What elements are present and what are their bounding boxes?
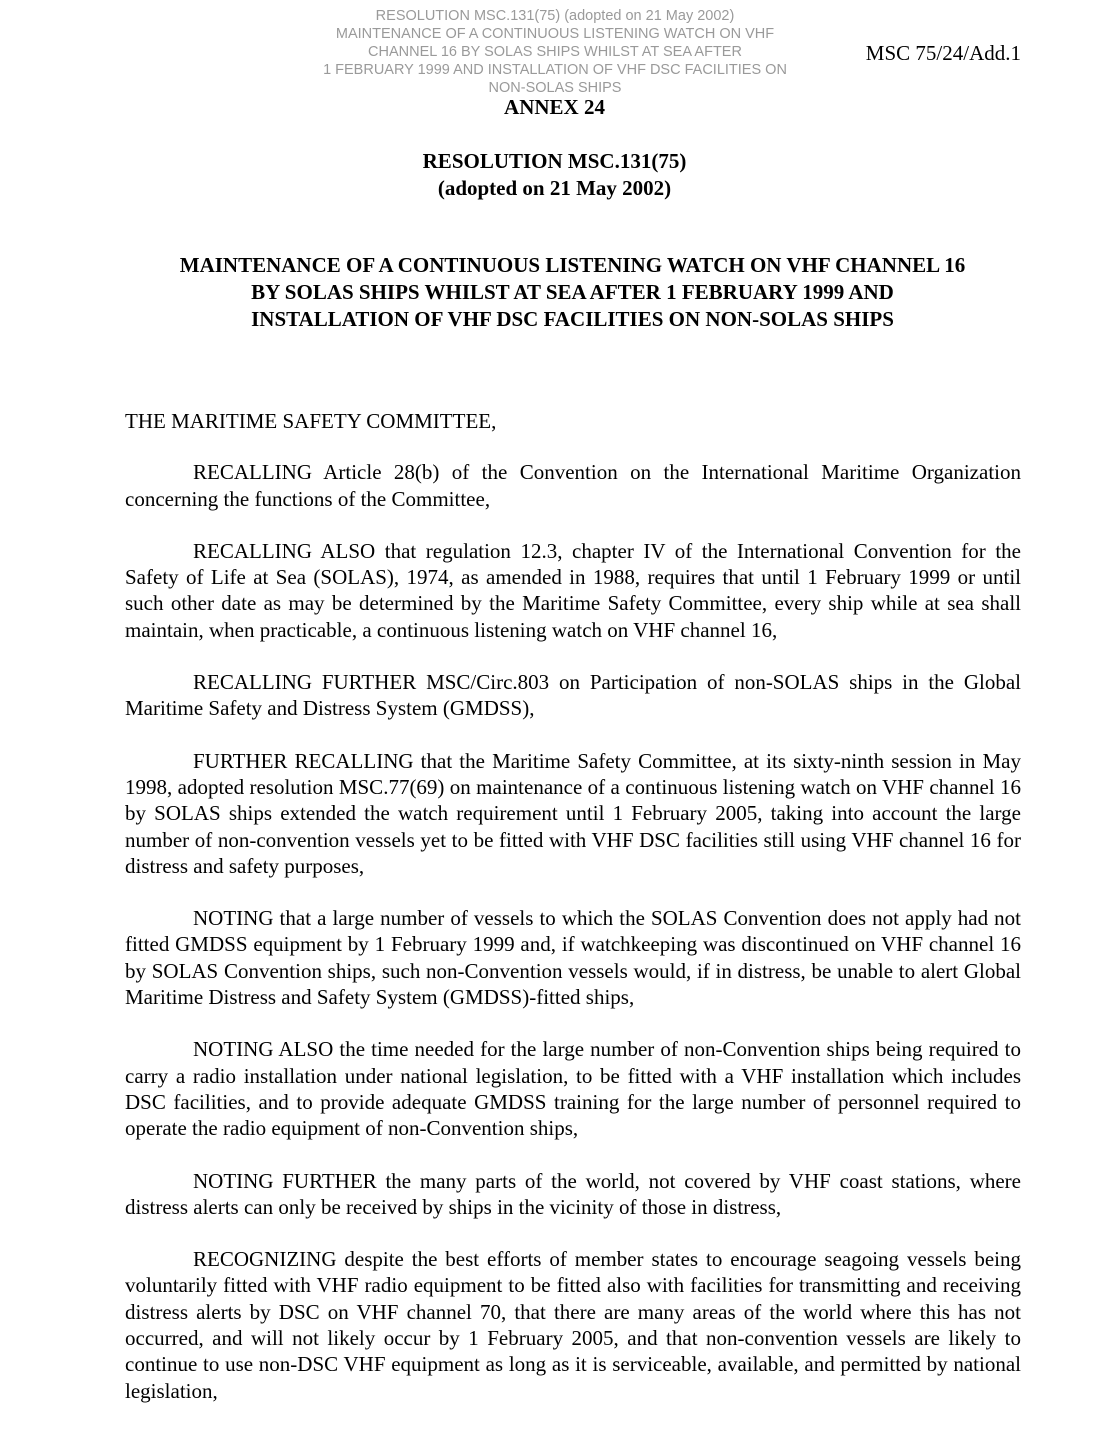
committee-line: THE MARITIME SAFETY COMMITTEE, [125,409,497,433]
running-header-line: RESOLUTION MSC.131(75) (adopted on 21 May 2002) [375,8,735,24]
running-header-line: MAINTENANCE OF A CONTINUOUS LISTENING WATCH ON VHF [335,26,775,42]
resolution-heading [0,148,1109,202]
title-line: INSTALLATION OF VHF DSC FACILITIES ON NON-SOLAS SHIPS [251,307,894,331]
document-body [125,408,1021,1430]
preamble-paragraph: RECALLING ALSO that regulation 12.3, chapter IV of the International Convention for the Safety of Life at Sea (SOLAS), 1974, as amended in 1988, requires that until 1 February 1999 or until such other date as may be determined by the Maritime Safety Committee, every ship while at sea shall maintain, when practicable, a continuous listening watch on VHF channel 16, [125,538,1021,642]
resolution-adopted-date: (adopted on 21 May 2002) [437,176,672,200]
preamble-paragraph: RECALLING FURTHER MSC/Circ.803 on Participation of non-SOLAS ships in the Global Maritime Safety and Distress System (GMDSS), [125,670,1021,721]
resolution-number: RESOLUTION MSC.131(75) [422,149,687,173]
preamble-paragraph: NOTING ALSO the time needed for the large number of non-Convention ships being required to carry a radio installation under national legislation, to be fitted with a VHF installation which includes DSC facilities, and to provide adequate GMDSS training for the large number of personnel required to operate the radio equipment of non-Convention ships, [125,1037,1021,1141]
title-line: BY SOLAS SHIPS WHILST AT SEA AFTER 1 FEBRUARY 1999 AND [251,280,894,304]
document-reference: MSC 75/24/Add.1 [865,41,1021,65]
running-header-line: CHANNEL 16 BY SOLAS SHIPS WHILST AT SEA AFTER [368,44,742,60]
preamble-paragraph: FURTHER RECALLING that the Maritime Safety Committee, at its sixty-ninth session in May 1998, adopted resolution MSC.77(69) on maintenance of a continuous listening watch on VHF channel 16 by SOLAS ships extended the watch requirement until 1 February 2005, taking into account the large number of non-convention vessels yet to be fitted with VHF DSC facilities still using VHF channel 16 for distress and safety purposes, [125,748,1021,878]
preamble-paragraph: NOTING that a large number of vessels to which the SOLAS Convention does not apply had not fitted GMDSS equipment by 1 February 1999 and, if watchkeeping was discontinued on VHF channel 16 by SOLAS Convention ships, such non-Convention vessels would, if in distress, be unable to alert Global Maritime Distress and Safety System (GMDSS)-fitted ships, [125,906,1021,1010]
preamble-paragraph: NOTING FURTHER the many parts of the world, not covered by VHF coast stations, where distress alerts can only be received by ships in the vicinity of those in distress, [125,1168,1021,1219]
preamble-paragraph: RECALLING Article 28(b) of the Convention on the International Maritime Organization concerning the functions of the Committee, [125,460,1021,511]
resolution-title [100,252,1045,333]
running-header-line: NON-SOLAS SHIPS [488,80,622,96]
annex-heading: ANNEX 24 [504,95,605,119]
running-header-line: 1 FEBRUARY 1999 AND INSTALLATION OF VHF DSC FACILITIES ON [323,62,787,78]
title-line: MAINTENANCE OF A CONTINUOUS LISTENING WATCH ON VHF CHANNEL 16 [179,253,966,277]
preamble-paragraph: RECOGNIZING despite the best efforts of member states to encourage seagoing vessels being voluntarily fitted with VHF radio equipment to be fitted also with facilities for transmitting and receiving distress alerts by DSC on VHF channel 70, that there are many areas of the world where this has not occurred, and will not likely occur by 1 February 2005, and that non-convention vessels are likely to continue to use non-DSC VHF equipment as long as it is serviceable, available, and permitted by national legislation, [125,1247,1021,1403]
running-header [300,7,810,97]
